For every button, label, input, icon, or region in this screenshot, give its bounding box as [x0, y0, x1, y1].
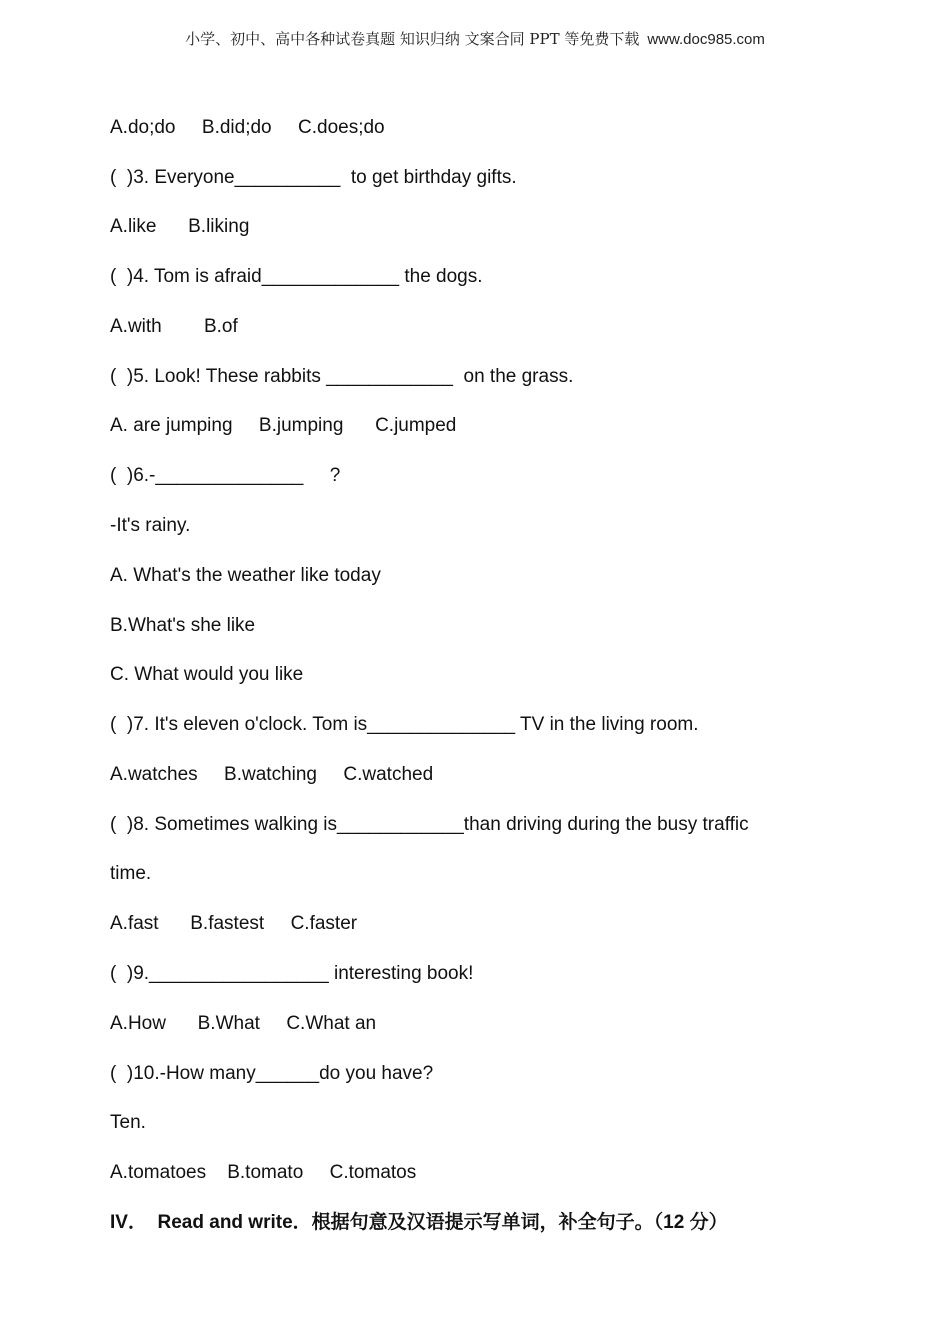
options-q5: A. are jumping B.jumping C.jumped: [110, 415, 457, 436]
options-q10: A.tomatoes B.tomato C.tomatos: [110, 1162, 417, 1183]
question-10-answer: Ten.: [110, 1112, 146, 1133]
option-q6-a: A. What's the weather like today: [110, 565, 381, 586]
page-header: [0, 28, 950, 49]
section-heading: IV． Read and write．根据句意及汉语提示写单词，补全句子。（12 分）: [110, 1212, 728, 1233]
options-q7: A.watches B.watching C.watched: [110, 764, 434, 785]
options-q2: A.do;do B.did;do C.does;do: [110, 117, 385, 138]
options-q3: A.like B.liking: [110, 216, 250, 237]
option-q6-b: B.What's she like: [110, 615, 256, 636]
options-q4: A.with B.of: [110, 316, 238, 337]
options-q9: A.How B.What C.What an: [110, 1013, 377, 1034]
question-6: ( )6.-______________ ?: [110, 465, 341, 486]
options-q8: A.fast B.fastest C.faster: [110, 913, 358, 934]
question-4: ( )4. Tom is afraid_____________ the dogs.: [110, 266, 483, 287]
question-6-answer: -It's rainy.: [110, 515, 191, 536]
question-10: ( )10.-How many______do you have?: [110, 1063, 434, 1084]
question-5: ( )5. Look! These rabbits ____________ on the grass.: [110, 366, 574, 387]
question-9: ( )9._________________ interesting book!: [110, 963, 474, 984]
question-8-continued: time.: [110, 863, 152, 884]
option-q6-c: C. What would you like: [110, 664, 304, 685]
question-8: ( )8. Sometimes walking is____________than driving during the busy traffic: [110, 814, 749, 835]
header-text: 小学、初中、高中各种试卷真题 知识归纳 文案合同 PPT 等免费下载: [185, 30, 640, 48]
header-url: www.doc985.com: [647, 31, 765, 48]
question-3: ( )3. Everyone__________ to get birthday gifts.: [110, 167, 517, 188]
question-7: ( )7. It's eleven o'clock. Tom is______________ TV in the living room.: [110, 714, 699, 735]
